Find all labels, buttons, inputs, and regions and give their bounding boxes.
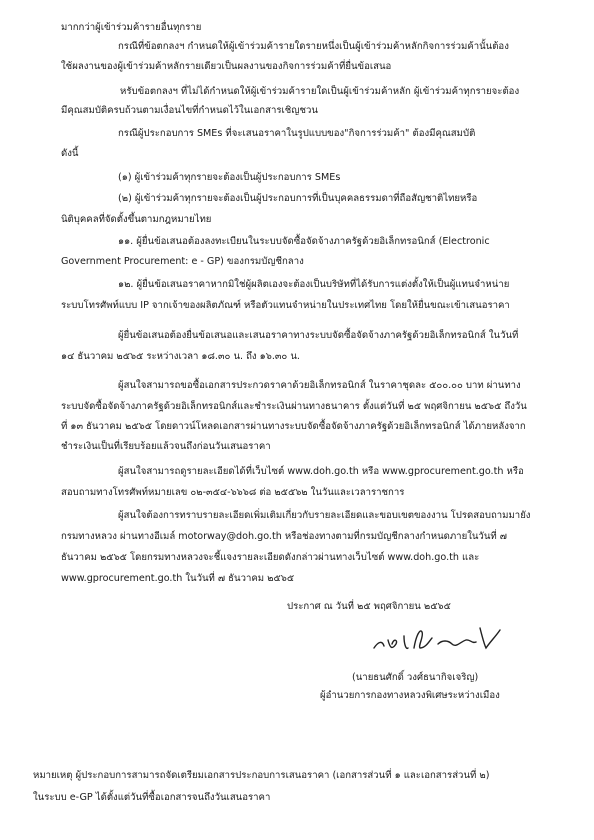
text-line: ระบบโทรศัพท์แบบ IP จากเจ้าของผลิตภัณฑ์ หรือตัวแทนจำหน่ายในประเทศไทย โดยให้ยื่นขณะเข้าเสนอราคา	[61, 300, 510, 311]
signer-name: (นายธนศักดิ์ วงศ์ธนากิจเจริญ)	[352, 672, 479, 683]
text-line: Government Procurement: e - GP) ของกรมบัญชีกลาง	[61, 256, 304, 267]
text-line: www.gprocurement.go.th ในวันที่ ๗ ธันวาคม ๒๕๖๕	[61, 573, 295, 584]
note-line: หมายเหตุ ผู้ประกอบการสามารถจัดเตรียมเอกสารประกอบการเสนอราคา (เอกสารส่วนที่ ๑ และเอกสารส่วนที่ ๒)	[33, 770, 490, 781]
signature-image	[368, 618, 518, 658]
text-line: ผู้ยื่นข้อเสนอต้องยื่นข้อเสนอและเสนอราคาทางระบบจัดซื้อจัดจ้างภาครัฐด้วยอิเล็กทรอนิกส์ ในวันที่	[118, 330, 519, 341]
text-line: ใช้ผลงานของผู้เข้าร่วมค้าหลักรายเดียวเป็นผลงานของกิจการร่วมค้าที่ยื่นข้อเสนอ	[61, 61, 392, 72]
text-line: สอบถามทางโทรศัพท์หมายเลข ๐๒-๓๕๔-๖๖๖๘ ต่อ ๒๕๕๖๒ ในวันและเวลาราชการ	[61, 487, 405, 498]
text-line: ชำระเงินเป็นที่เรียบร้อยแล้วจนถึงก่อนวันเสนอราคา	[61, 441, 271, 452]
text-line: ผู้สนใจสามารถดูรายละเอียดได้ที่เว็บไซต์ www.doh.go.th หรือ www.gprocurement.go.th หรือ	[118, 466, 524, 477]
text-line: ๑๒. ผู้ยื่นข้อเสนอราคาหากมิใช่ผู้ผลิตเองจะต้องเป็นบริษัทที่ได้รับการแต่งตั้งให้เป็นผู้แทนจำหน่าย	[118, 279, 510, 290]
text-line: (๑) ผู้เข้าร่วมค้าทุกรายจะต้องเป็นผู้ประกอบการ SMEs	[118, 172, 341, 183]
text-line: ผู้สนใจสามารถขอซื้อเอกสารประกวดราคาด้วยอิเล็กทรอนิกส์ ในราคาชุดละ ๕๐๐.๐๐ บาท ผ่านทาง	[118, 380, 521, 391]
announce-date: ประกาศ ณ วันที่ ๒๕ พฤศจิกายน ๒๕๖๕	[287, 601, 451, 612]
text-line: กรณีผู้ประกอบการ SMEs ที่จะเสนอราคาในรูปแบบของ"กิจการร่วมค้า" ต้องมีคุณสมบัติ	[118, 128, 476, 139]
text-line: นิติบุคคลที่จัดตั้งขึ้นตามกฎหมายไทย	[61, 214, 212, 225]
text-line: ที่ ๑๓ ธันวาคม ๒๕๖๕ โดยดาวน์โหลดเอกสารผ่านทางระบบจัดซื้อจัดจ้างภาครัฐด้วยอิเล็กทรอนิกส์ ได้ภายหลังจาก	[61, 421, 526, 432]
text-line: ดังนี้	[61, 148, 79, 159]
text-line: มากกว่าผู้เข้าร่วมค้ารายอื่นทุกราย	[61, 22, 202, 33]
text-line: ๑๔ ธันวาคม ๒๕๖๕ ระหว่างเวลา ๑๘.๓๐ น. ถึง ๑๖.๓๐ น.	[61, 351, 300, 362]
text-line: (๒) ผู้เข้าร่วมค้าทุกรายจะต้องเป็นผู้ประกอบการที่เป็นบุคคลธรรมดาที่ถือสัญชาติไทยหรือ	[118, 193, 478, 204]
text-line: กรมทางหลวง ผ่านทางอีเมล์ motorway@doh.go.th หรือช่องทางตามที่กรมบัญชีกลางกำหนดภายในวันที่ ๗	[61, 531, 507, 542]
signer-title: ผู้อำนวยการกองทางหลวงพิเศษระหว่างเมือง	[320, 690, 500, 701]
text-line: กรณีที่ข้อตกลงฯ กำหนดให้ผู้เข้าร่วมค้ารายใดรายหนึ่งเป็นผู้เข้าร่วมค้าหลักกิจการร่วมค้านั้นต้อง	[118, 41, 509, 52]
text-line: ๑๑. ผู้ยื่นข้อเสนอต้องลงทะเบียนในระบบจัดซื้อจัดจ้างภาครัฐด้วยอิเล็กทรอนิกส์ (Electronic	[118, 236, 490, 247]
text-line: หรับข้อตกลงฯ ที่ไม่ได้กำหนดให้ผู้เข้าร่วมค้ารายใดเป็นผู้เข้าร่วมค้าหลัก ผู้เข้าร่วมค้าทุกรายจะต้อง	[120, 86, 520, 97]
text-line: ผู้สนใจต้องการทราบรายละเอียดเพิ่มเติมเกี่ยวกับรายละเอียดและขอบเขตของงาน โปรดสอบถามมายัง	[118, 510, 531, 521]
note-line: ในระบบ e-GP ได้ตั้งแต่วันที่ซื้อเอกสารจนถึงวันเสนอราคา	[33, 792, 271, 803]
text-line: มีคุณสมบัติครบถ้วนตามเงื่อนไขที่กำหนดไว้ในเอกสารเชิญชวน	[61, 105, 318, 116]
text-line: ระบบจัดซื้อจัดจ้างภาครัฐด้วยอิเล็กทรอนิกส์และชำระเงินผ่านทางธนาคาร ตั้งแต่วันที่ ๒๕ พฤศจิกายน ๒๕๖๕ ถึงวัน	[61, 401, 527, 412]
text-line: ธันวาคม ๒๕๖๕ โดยกรมทางหลวงจะชี้แจงรายละเอียดดังกล่าวผ่านทางเว็บไซต์ www.doh.go.th และ	[61, 552, 480, 563]
